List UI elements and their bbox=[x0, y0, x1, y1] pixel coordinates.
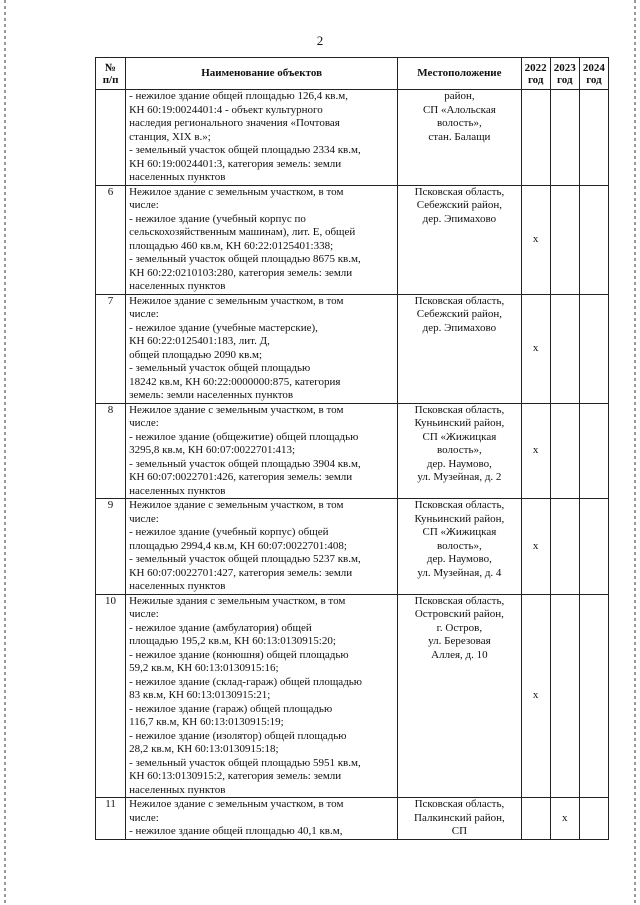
header-year-2022 bbox=[521, 58, 550, 90]
object-description-line: - нежилое здание общей площадью 126,4 кв.м, bbox=[129, 90, 348, 102]
object-location-line: СП «Жижицкая bbox=[422, 526, 497, 538]
header-2023-line2: год bbox=[557, 73, 573, 86]
object-description-line: числе: bbox=[129, 811, 159, 824]
object-location-line: ул. Музейная, д. 2 bbox=[417, 471, 502, 483]
object-location-line: стан. Балащи bbox=[428, 130, 491, 143]
year-mark-2022: x bbox=[521, 499, 550, 595]
object-description-line: сельскохозяйственным машинам), лит. Е, общей bbox=[129, 226, 356, 238]
object-description-line: КН 60:07:0022701:427, категория земель: земли bbox=[129, 566, 353, 579]
object-location bbox=[398, 594, 521, 798]
object-location bbox=[398, 403, 521, 499]
object-description-line: населенных пунктов bbox=[129, 171, 226, 183]
objects-table bbox=[95, 57, 609, 840]
object-description-line: Нежилые здания с земельным участком, в том bbox=[129, 594, 346, 607]
object-description-line: 116,7 кв.м, КН 60:13:0130915:19; bbox=[129, 716, 284, 728]
page-number: 2 bbox=[316, 33, 324, 48]
object-description-line: Нежилое здание с земельным участком, в том bbox=[129, 185, 344, 198]
object-location-line: Себежский район, bbox=[416, 308, 503, 320]
table-row bbox=[96, 403, 609, 499]
object-location-line: Псковская область, bbox=[414, 798, 505, 810]
year-mark-2023 bbox=[550, 403, 579, 499]
object-description-line: - нежилое здание общей площадью 40,1 кв.м, bbox=[129, 825, 343, 837]
object-location-line: СП «Жижицкая bbox=[422, 430, 497, 443]
object-description bbox=[126, 798, 398, 840]
object-description-line: населенных пунктов bbox=[129, 280, 226, 292]
year-mark-2023 bbox=[550, 294, 579, 403]
row-number: 8 bbox=[96, 403, 126, 499]
object-description-line: - нежилое здание (амбулатория) общей bbox=[129, 621, 312, 634]
object-location-line: Куньинский район, bbox=[414, 417, 505, 429]
year-mark-2023 bbox=[550, 90, 579, 186]
header-2022-line2: год bbox=[527, 73, 544, 86]
object-description-line: КН 60:22:0125401:183, лит. Д, bbox=[129, 335, 270, 347]
left-scan-edge bbox=[4, 0, 6, 905]
year-mark-2022: x bbox=[521, 294, 550, 403]
object-description-line: КН 60:19:0024401:3, категория земель: земли bbox=[129, 157, 342, 170]
object-location-line: Псковская область, bbox=[414, 294, 505, 307]
object-description-line: - нежилое здание (учебный корпус) общей bbox=[129, 526, 329, 538]
year-mark-2023: x bbox=[550, 798, 579, 840]
row-number: 6 bbox=[96, 185, 126, 294]
header-year-2024 bbox=[579, 58, 608, 90]
year-mark-2022: x bbox=[521, 185, 550, 294]
object-location-line: волость», bbox=[437, 539, 482, 552]
year-mark-2024 bbox=[579, 90, 608, 186]
object-description-line: площадью 2994,4 кв.м, КН 60:07:0022701:408; bbox=[129, 539, 347, 552]
header-2022-line1: 2022 bbox=[524, 61, 547, 74]
year-mark-2022: x bbox=[521, 594, 550, 798]
object-location-line: Себежский район, bbox=[416, 199, 503, 211]
year-mark-2024 bbox=[579, 798, 608, 840]
object-description-line: числе: bbox=[129, 608, 159, 620]
object-description-line: 59,2 кв.м, КН 60:13:0130915:16; bbox=[129, 662, 279, 674]
object-location-line: СП bbox=[451, 825, 468, 837]
object-location-line: Островский район, bbox=[414, 608, 504, 620]
table-body bbox=[96, 90, 609, 840]
object-location-line: Палкинский район, bbox=[414, 811, 505, 824]
year-mark-2024 bbox=[579, 499, 608, 595]
year-mark-2023 bbox=[550, 499, 579, 595]
object-location bbox=[398, 185, 521, 294]
object-description-line: населенных пунктов bbox=[129, 484, 226, 497]
header-2024-line2: год bbox=[586, 73, 602, 86]
object-description bbox=[126, 90, 398, 186]
table-row bbox=[96, 185, 609, 294]
year-mark-2024 bbox=[579, 185, 608, 294]
object-description-line: земель: земли населенных пунктов bbox=[129, 389, 294, 401]
object-description-line: 18242 кв.м, КН 60:22:0000000:875, категория bbox=[129, 375, 341, 388]
object-description-line: числе: bbox=[129, 308, 159, 320]
object-location-line: дер. Наумово, bbox=[426, 553, 492, 565]
object-description bbox=[126, 185, 398, 294]
row-number: 9 bbox=[96, 499, 126, 595]
row-number: 10 bbox=[96, 594, 126, 798]
object-description-line: - нежилое здание (учебные мастерские), bbox=[129, 321, 318, 334]
object-description bbox=[126, 403, 398, 499]
table-row bbox=[96, 499, 609, 595]
object-description-line: КН 60:13:0130915:2, категория земель: земли bbox=[129, 770, 342, 782]
object-description-line: КН 60:07:0022701:426, категория земель: земли bbox=[129, 471, 353, 483]
object-description-line: населенных пунктов bbox=[129, 580, 226, 592]
object-location-line: дер. Эпимахово bbox=[422, 321, 497, 334]
object-description-line: КН 60:22:0210103:280, категория земель: земли bbox=[129, 266, 353, 279]
object-description-line: - нежилое здание (гараж) общей площадью bbox=[129, 702, 333, 715]
object-location-line: Аллея, д. 10 bbox=[431, 648, 488, 661]
header-number-line2: п/п bbox=[102, 73, 119, 86]
object-description-line: общей площадью 2090 кв.м; bbox=[129, 348, 263, 361]
object-description bbox=[126, 294, 398, 403]
right-scan-edge bbox=[634, 0, 636, 905]
object-description-line: - нежилое здание (учебный корпус по bbox=[129, 212, 306, 225]
object-description-line: - нежилое здание (общежитие) общей площадью bbox=[129, 430, 359, 443]
object-description-line: - земельный участок общей площадью 5951 кв.м, bbox=[129, 756, 361, 769]
object-description-line: Нежилое здание с земельным участком, в том bbox=[129, 798, 344, 810]
object-location-line: дер. Наумово, bbox=[426, 457, 492, 470]
year-mark-2024 bbox=[579, 403, 608, 499]
year-mark-2024 bbox=[579, 594, 608, 798]
object-description-line: 3295,8 кв.м, КН 60:07:0022701:413; bbox=[129, 444, 296, 456]
object-description-line: - нежилое здание (изолятор) общей площадью bbox=[129, 729, 347, 742]
object-location bbox=[398, 90, 521, 186]
table-row bbox=[96, 798, 609, 840]
object-description-line: числе: bbox=[129, 417, 159, 429]
table-header-row bbox=[96, 58, 609, 90]
year-mark-2024 bbox=[579, 294, 608, 403]
header-number bbox=[96, 58, 126, 90]
object-description bbox=[126, 594, 398, 798]
row-number: 11 bbox=[96, 798, 126, 840]
object-description-line: Нежилое здание с земельным участком, в том bbox=[129, 403, 344, 416]
object-description-line: - земельный участок общей площадью 5237 кв.м, bbox=[129, 553, 361, 565]
object-location-line: Псковская область, bbox=[414, 403, 505, 416]
object-location-line: г. Остров, bbox=[436, 621, 483, 634]
year-mark-2023 bbox=[550, 185, 579, 294]
object-location-line: Псковская область, bbox=[414, 185, 505, 198]
object-description-line: Нежилое здание с земельным участком, в том bbox=[129, 294, 344, 307]
header-year-2023 bbox=[550, 58, 579, 90]
object-description-line: числе: bbox=[129, 199, 159, 211]
object-location-line: дер. Эпимахово bbox=[422, 212, 497, 225]
row-number bbox=[96, 90, 126, 186]
object-description-line: - нежилое здание (склад-гараж) общей площадью bbox=[129, 675, 363, 688]
year-mark-2023 bbox=[550, 594, 579, 798]
row-number: 7 bbox=[96, 294, 126, 403]
object-location-line: район, bbox=[444, 90, 475, 102]
object-description-line: КН 60:19:0024401:4 - объект культурного bbox=[129, 103, 323, 116]
table-row bbox=[96, 594, 609, 798]
header-2024-line1: 2024 bbox=[582, 61, 605, 74]
object-description-line: площадью 195,2 кв.м, КН 60:13:0130915:20; bbox=[129, 635, 336, 647]
object-description-line: Нежилое здание с земельным участком, в том bbox=[129, 499, 344, 511]
header-number-line1: № bbox=[105, 61, 117, 74]
object-description-line: населенных пунктов bbox=[129, 783, 226, 796]
object-location-line: ул. Березовая bbox=[428, 635, 491, 647]
object-description-line: 28,2 кв.м, КН 60:13:0130915:18; bbox=[129, 743, 279, 755]
object-location-line: Куньинский район, bbox=[414, 512, 505, 525]
object-location-line: Псковская область, bbox=[414, 594, 505, 607]
object-location bbox=[398, 798, 521, 840]
year-mark-2022 bbox=[521, 798, 550, 840]
object-location-line: волость», bbox=[437, 444, 482, 456]
object-description-line: - нежилое здание (конюшня) общей площадью bbox=[129, 648, 349, 661]
object-description-line: - земельный участок общей площадью 2334 кв.м, bbox=[129, 144, 361, 156]
object-location-line: Псковская область, bbox=[414, 499, 505, 511]
header-location: Местоположение bbox=[398, 58, 521, 90]
year-mark-2022: x bbox=[521, 403, 550, 499]
header-name: Наименование объектов bbox=[126, 58, 398, 90]
object-description-line: - земельный участок общей площадью 3904 кв.м, bbox=[129, 457, 361, 470]
object-location-line: волость», bbox=[437, 117, 482, 129]
object-location-line: ул. Музейная, д. 4 bbox=[417, 566, 502, 579]
object-location bbox=[398, 294, 521, 403]
object-description-line: наследия регионального значения «Почтовая bbox=[129, 117, 340, 129]
object-description-line: числе: bbox=[129, 512, 159, 525]
object-description-line: 83 кв.м, КН 60:13:0130915:21; bbox=[129, 689, 271, 701]
table-row bbox=[96, 294, 609, 403]
header-2023-line1: 2023 bbox=[553, 61, 576, 74]
object-location-line: СП «Алольская bbox=[422, 103, 496, 116]
object-description-line: станция, XIX в.»; bbox=[129, 130, 211, 143]
table-row bbox=[96, 90, 609, 186]
object-description-line: - земельный участок общей площадью 8675 кв.м, bbox=[129, 253, 361, 265]
object-location bbox=[398, 499, 521, 595]
object-description-line: - земельный участок общей площадью bbox=[129, 362, 311, 374]
object-description-line: площадью 460 кв.м, КН 60:22:0125401:338; bbox=[129, 239, 334, 252]
year-mark-2022 bbox=[521, 90, 550, 186]
object-description bbox=[126, 499, 398, 595]
